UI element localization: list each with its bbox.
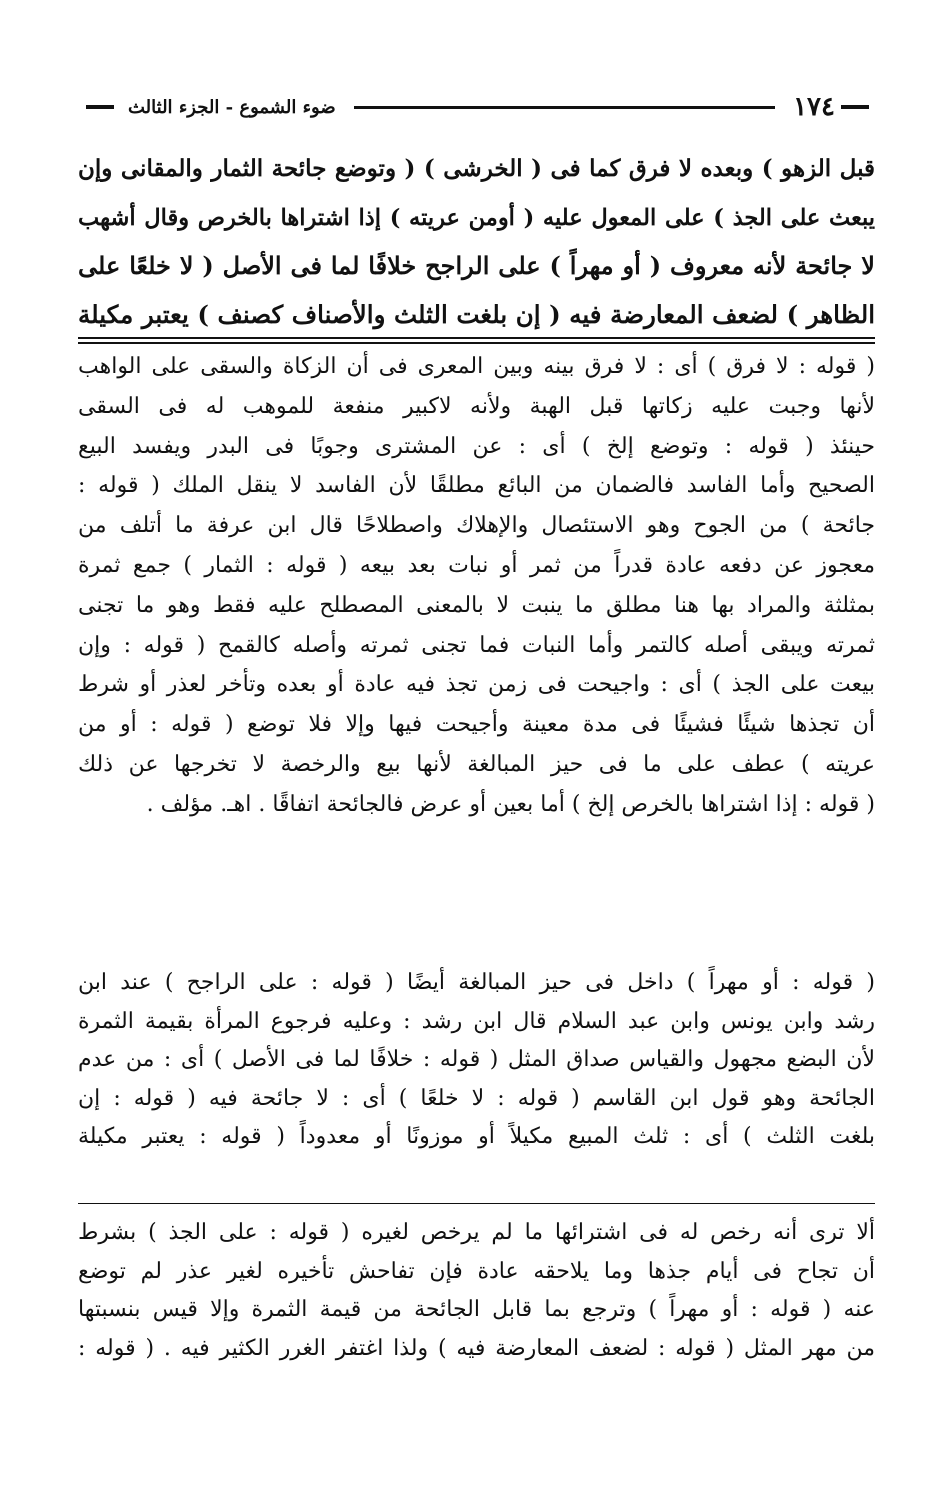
commentary-line: ( قوله : لا فرق ) أى : لا فرق بينه وبين المعرى فى أن الزكاة والسقى على الواهب xyxy=(78,354,875,379)
commentary-block-2 xyxy=(78,964,875,1157)
main-line: قبل الزهو ) وبعده لا فرق كما فى ( الخرشى ) ( وتوضع جائحة الثمار والمقانى وإن xyxy=(78,155,875,182)
commentary-line: عنه ( قوله : أو مهراً ) وترجع بما قابل الجائحة من قيمة الثمرة وإلا قيس بنسبتها xyxy=(78,1297,875,1322)
main-line: يبعث على الجذ ) على المعول عليه ( أومن عريته ) إذا اشتراها بالخرص وقال أشهب xyxy=(78,204,875,231)
commentary-line: لأن البضع مجهول والقياس صداق المثل ( قوله : خلافًا لما فى الأصل ) أى : من عدم xyxy=(78,1047,875,1072)
commentary-line: لأنها وجبت عليه زكاتها قبل الهبة ولأنه لاكبير منفعة للموهب له فى السقى xyxy=(78,393,875,419)
commentary-line: أن تجذها شيئًا فشيئًا فى مدة معينة وأجيحت فيها وإلا فلا توضع ( قوله : أو من xyxy=(78,712,875,738)
header-dash-right xyxy=(841,105,869,109)
commentary-line: ثمرته ويبقى أصله كالتمر وأما النبات فما تجنى ثمرته وأصله كالقمح ( قوله : وإن xyxy=(78,632,875,658)
commentary-line: من مهر المثل ( قوله : لضعف المعارضة فيه ) ولذا اغتفر الغرر الكثير فيه . ( قوله : xyxy=(78,1335,875,1361)
commentary-line: ( قوله : أو مهراً ) داخل فى حيز المبالغة أيضًا ( قوله : على الراجح ) عند ابن xyxy=(78,970,875,995)
commentary-line: ألا ترى أنه رخص له فى اشترائها ما لم يرخص لغيره ( قوله : على الجذ ) بشرط xyxy=(78,1220,875,1245)
commentary-block-3 xyxy=(78,1214,875,1368)
running-title: ضوء الشموع - الجزء الثالث xyxy=(128,96,336,118)
separator-rule-lower xyxy=(78,1203,875,1204)
commentary-line: الصحيح وأما الفاسد فالضمان من البائع مطلقًا لأن الفاسد لا ينقل الملك ( قوله : xyxy=(78,473,875,499)
commentary-line: حينئذ ( قوله : وتوضع إلخ ) أى : عن المشترى وجوبًا فى البدر ويفسد البيع xyxy=(78,433,875,459)
main-line: لا جائحة لأنه معروف ( أو مهراً ) على الراجح خلافًا لما فى الأصل ( لا خلعًا على xyxy=(78,251,875,280)
separator-rule-top xyxy=(78,337,875,339)
commentary-block-1 xyxy=(78,347,875,825)
commentary-line: عريته ) عطف على ما فى حيز المبالغة لأنها بيع والرخصة لا تخرجها عن ذلك xyxy=(78,751,875,777)
running-header xyxy=(80,92,875,122)
separator-rule-bottom xyxy=(78,342,875,344)
header-rule xyxy=(354,106,775,109)
header-dash-left xyxy=(86,105,114,109)
main-line: الظاهر ) لضعف المعارضة فيه ( إن بلغت الثلث والأصناف كصنف ) يعتبر مكيلة xyxy=(78,299,875,329)
page-number: ١٧٤ xyxy=(793,92,835,122)
commentary-line: معجوز عن دفعه عادة قدراً من ثمر أو نبات بعد بيعه ( قوله : الثمار ) جمع ثمرة xyxy=(78,552,875,578)
main-text xyxy=(78,145,875,339)
commentary-line: بيعت على الجذ ) أى : واجيحت فى زمن تجذ فيه عادة أو بعده وتأخر لعذر أو شرط xyxy=(78,672,875,698)
commentary-line: الجائحة وهو قول ابن القاسم ( قوله : لا خلعًا ) أى : لا جائحة فيه ( قوله : إن xyxy=(78,1085,875,1111)
commentary-line: بلغت الثلث ) أى : ثلث المبيع مكيلاً أو موزونًا أو معدوداً ( قوله : يعتبر مكيلة xyxy=(78,1124,875,1149)
commentary-line: جائحة ) من الجوح وهو الاستئصال والإهلاك واصطلاحًا قال ابن عرفة ما أتلف من xyxy=(78,513,875,539)
commentary-line: ( قوله : إذا اشتراها بالخرص إلخ ) أما بعين أو عرض فالجائحة اتفاقًا . اهـ. مؤلف . xyxy=(146,791,875,817)
commentary-line: رشد وابن يونس وابن عبد السلام قال ابن رشد : وعليه فرجوع المرأة بقيمة الثمرة xyxy=(78,1008,875,1034)
commentary-line: أن تجاح فى أيام جذها وما يلاحقه عادة فإن تفاحش تأخيره لغير عذر لم توضع xyxy=(78,1258,875,1284)
commentary-line: بمثلثة والمراد بها هنا مطلق ما ينبت لا بالمعنى المصطلح عليه فقط وهو ما تجنى xyxy=(78,592,875,618)
